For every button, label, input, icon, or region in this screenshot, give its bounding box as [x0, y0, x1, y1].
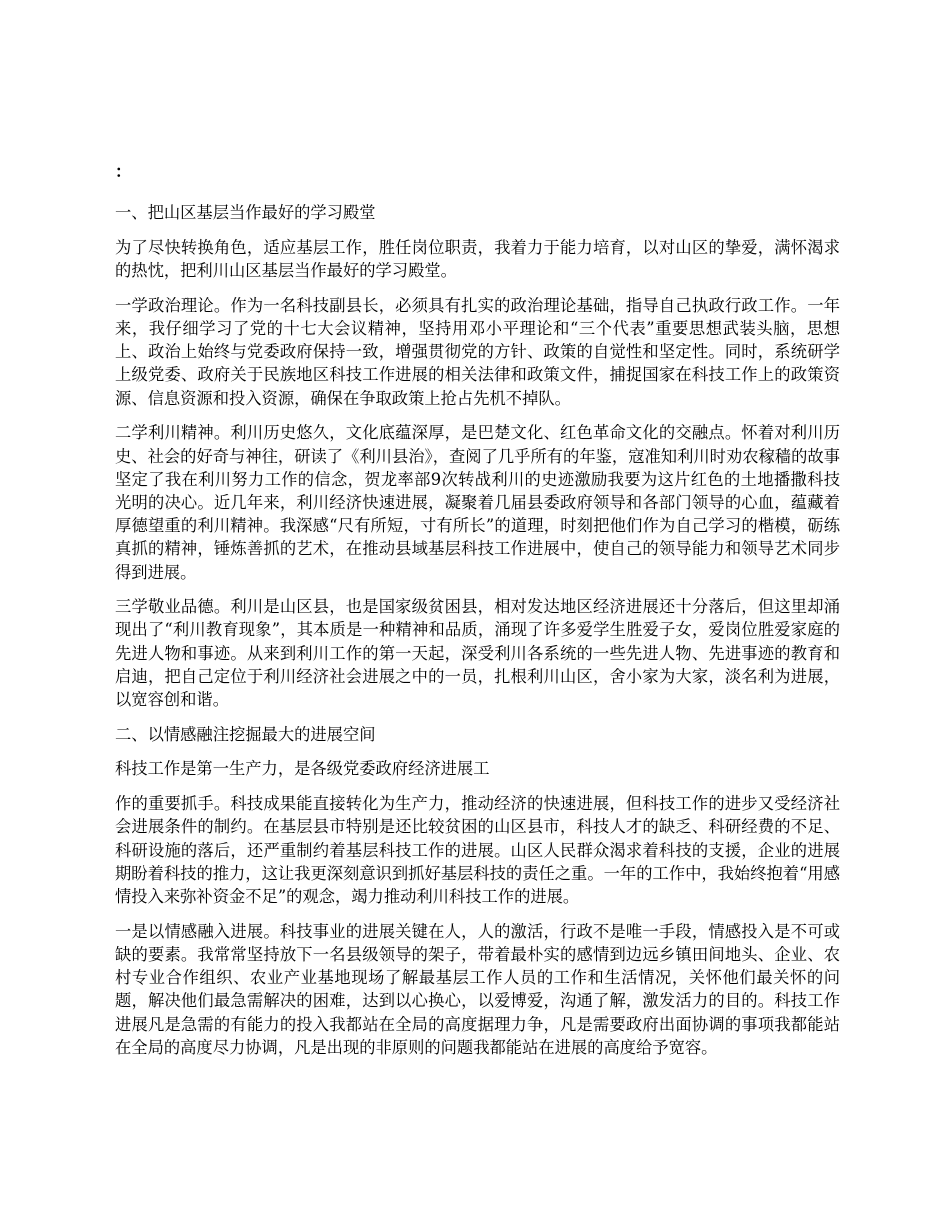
paragraph-study-ethics: 三学敬业品德。利川是山区县，也是国家级贫困县，相对发达地区经济进展还十分落后，但这里却涌现出了“利川教育现象”，其本质是一种精神和品质，涌现了许多爱学生胜爱子女，爱岗位胜爱家庭的先进人物和事迹。从来到利川工作的第一天起，深受利川各系统的一些先进人物、先进事迹的教育和启迪，把自己定位于利川经济社会进展之中的一员，扎根利川山区，舍小家为大家，淡名利为进展，以宽容创和谐。 [115, 597, 840, 710]
section-heading-1: 一、把山区基层当作最好的学习殿堂 [115, 203, 376, 223]
paragraph-emotion: 一是以情感融入进展。科技事业的进展关键在人，人的激活，行政不是唯一手段，情感投入是不可或缺的要素。我常常坚持放下一名县级领导的架子，带着最朴实的感情到边远乡镇田间地头、企业、农村专业合作组织、农业产业基地现场了解最基层工作人员的工作和生活情况，关怀他们最关怀的问题，解决他们最急需解决的困难，达到以心换心，以爱博爱，沟通了解，激发活力的目的。科技工作进展凡是急需的有能力的投入我都站在全局的高度据理力争，凡是需要政府出面协调的事项我都能站在全局的高度尽力协调，凡是出现的非原则的问题我都能站在进展的高度给予宽容。 [115, 921, 840, 1057]
paragraph-study-politics: 一学政治理论。作为一名科技副县长，必须具有扎实的政治理论基础，指导自己执政行政工作。一年来，我仔细学习了党的十七大会议精神，坚持用邓小平理论和“三个代表”重要思想武装头脑，思想上、政治上始终与党委政府保持一致，增强贯彻党的方针、政策的自觉性和坚定性。同时，系统研学上级党委、政府关于民族地区科技工作进展的相关法律和政策文件，捕捉国家在科技工作上的政策资源、信息资源和投入资源，确保在争取政策上抢占先机不掉队。 [115, 295, 840, 408]
lead-colon: ： [115, 162, 132, 181]
paragraph-intro-2: 科技工作是第一生产力，是各级党委政府经济进展工 [115, 759, 490, 779]
document-body [115, 160, 840, 1070]
section-heading-2: 二、以情感融注挖掘最大的进展空间 [115, 724, 376, 744]
paragraph-intro-2-continued: 作的重要抓手。科技成果能直接转化为生产力，推动经济的快速进展，但科技工作的进步又受经济社会进展条件的制约。在基层县市特别是还比较贫困的山区县市，科技人才的缺乏、科研经费的不足、科研设施的落后，还严重制约着基层科技工作的进展。山区人民群众渴求着科技的支援，企业的进展期盼着科技的推力，这让我更深刻意识到抓好基层科技的责任之重。一年的工作中，我始终抱着“用感情投入来弥补资金不足”的观念，竭力推动利川科技工作的进展。 [115, 794, 840, 906]
paragraph-intro-1: 为了尽快转换角色，适应基层工作，胜任岗位职责，我着力于能力培育，以对山区的挚爱，满怀渴求的热忱，把利川山区基层当作最好的学习殿堂。 [115, 237, 840, 281]
paragraph-study-spirit: 二学利川精神。利川历史悠久，文化底蕴深厚，是巴楚文化、红色革命文化的交融点。怀着对利川历史、社会的好奇与神往，研读了《利川县治》，查阅了几乎所有的年鉴，寇准知利川时劝农稼穑的故事坚定了我在利川努力工作的信念，贺龙率部9次转战利川的史迹激励我要为这片红色的土地播撒科技光明的决心。近几年来，利川经济快速进展，凝聚着几届县委政府领导和各部门领导的心血，蕴藏着厚德望重的利川精神。我深感“尺有所短，寸有所长”的道理，时刻把他们作为自己学习的楷模，砺练真抓的精神，锤炼善抓的艺术，在推动县域基层科技工作进展中，使自己的领导能力和领导艺术同步得到进展。 [115, 423, 840, 582]
